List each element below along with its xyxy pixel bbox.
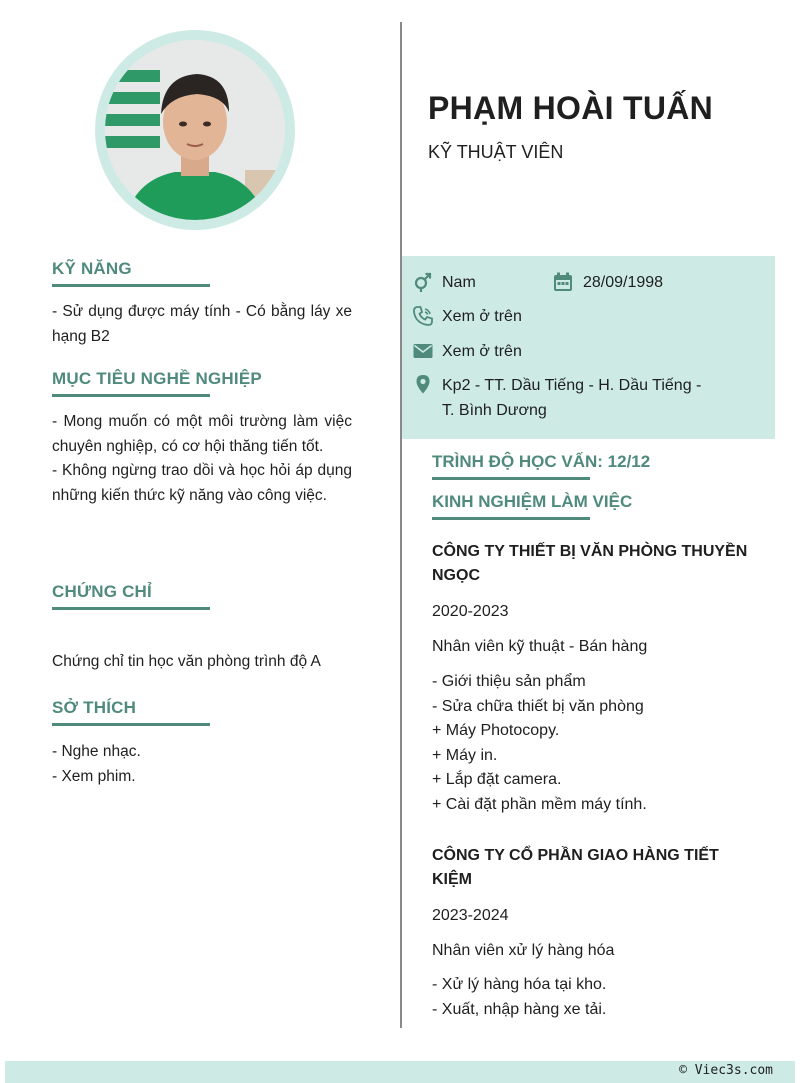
objective-line: - Không ngừng trao dồi và học hỏi áp dụng những kiến thức kỹ năng vào công việc. bbox=[52, 462, 352, 504]
hobby-line: - Xem phim. bbox=[52, 767, 136, 785]
candidate-name: PHẠM HOÀI TUẤN bbox=[428, 90, 714, 126]
job-detail-line: + Máy in. bbox=[432, 746, 498, 764]
footer-bar bbox=[5, 1061, 795, 1083]
objective-title: MỤC TIÊU NGHỀ NGHIỆP bbox=[52, 369, 262, 389]
job-detail-line: - Sửa chữa thiết bị văn phòng bbox=[432, 697, 644, 715]
certificates-text bbox=[52, 650, 352, 675]
location-pin-icon bbox=[413, 374, 433, 394]
hobbies-title: SỞ THÍCH bbox=[52, 698, 136, 718]
job-detail-line: + Cài đặt phần mềm máy tính. bbox=[432, 795, 647, 813]
address-value bbox=[442, 373, 701, 423]
job-company: CÔNG TY THIẾT BỊ VĂN PHÒNG THUYỀN NGỌC bbox=[432, 543, 748, 584]
job-detail-line: - Giới thiệu sản phẩm bbox=[432, 673, 586, 690]
experience-title: KINH NGHIỆM LÀM VIỆC bbox=[432, 492, 632, 512]
address-line: Kp2 - TT. Dầu Tiếng - H. Dầu Tiếng - bbox=[442, 377, 702, 394]
birthday-value: 28/09/1998 bbox=[583, 274, 664, 291]
education-title: TRÌNH ĐỘ HỌC VẤN: 12/12 bbox=[432, 452, 650, 472]
address-line: T. Bình Dương bbox=[442, 402, 547, 419]
job-details bbox=[432, 973, 606, 1022]
job-position: Nhân viên kỹ thuật - Bán hàng bbox=[432, 638, 648, 655]
job-period: 2023-2024 bbox=[432, 907, 509, 924]
certificates-title: CHỨNG CHỈ bbox=[52, 582, 152, 602]
job-details bbox=[432, 670, 647, 818]
job-detail-line: - Xuất, nhập hàng xe tải. bbox=[432, 1000, 607, 1018]
calendar-icon bbox=[553, 272, 573, 292]
footer-credit: © Viec3s.com bbox=[679, 1063, 773, 1078]
job-period: 2020-2023 bbox=[432, 603, 509, 620]
hobby-line: - Nghe nhạc. bbox=[52, 743, 141, 760]
gender-icon bbox=[413, 272, 433, 292]
hobbies-text bbox=[52, 740, 352, 789]
skills-line: - Sử dụng được máy tính - Có bằng láy xe hạng B2 bbox=[52, 303, 352, 345]
candidate-role: KỸ THUẬT VIÊN bbox=[428, 142, 564, 162]
objective-text bbox=[52, 410, 352, 508]
avatar bbox=[105, 40, 285, 220]
envelope-icon bbox=[413, 341, 433, 361]
gender-value: Nam bbox=[442, 274, 476, 291]
column-divider bbox=[400, 22, 402, 1028]
job-position: Nhân viên xử lý hàng hóa bbox=[432, 942, 615, 959]
job-company: CÔNG TY CỔ PHẦN GIAO HÀNG TIẾT KIỆM bbox=[432, 847, 719, 888]
skills-text bbox=[52, 300, 352, 349]
phone-value: Xem ở trên bbox=[442, 308, 522, 325]
email-value: Xem ở trên bbox=[442, 343, 522, 360]
skills-title: KỸ NĂNG bbox=[52, 259, 132, 279]
contact-box bbox=[402, 256, 775, 439]
avatar-frame bbox=[95, 30, 295, 230]
job-detail-line: + Máy Photocopy. bbox=[432, 722, 560, 740]
job-detail-line: - Xử lý hàng hóa tại kho. bbox=[432, 976, 607, 993]
certificate-line: Chứng chỉ tin học văn phòng trình độ A bbox=[52, 653, 321, 670]
job-detail-line: + Lắp đặt camera. bbox=[432, 771, 562, 789]
phone-icon bbox=[413, 306, 433, 326]
objective-line: - Mong muốn có một môi trường làm việc chuyên nghiệp, có cơ hội thăng tiến tốt. bbox=[52, 413, 352, 455]
